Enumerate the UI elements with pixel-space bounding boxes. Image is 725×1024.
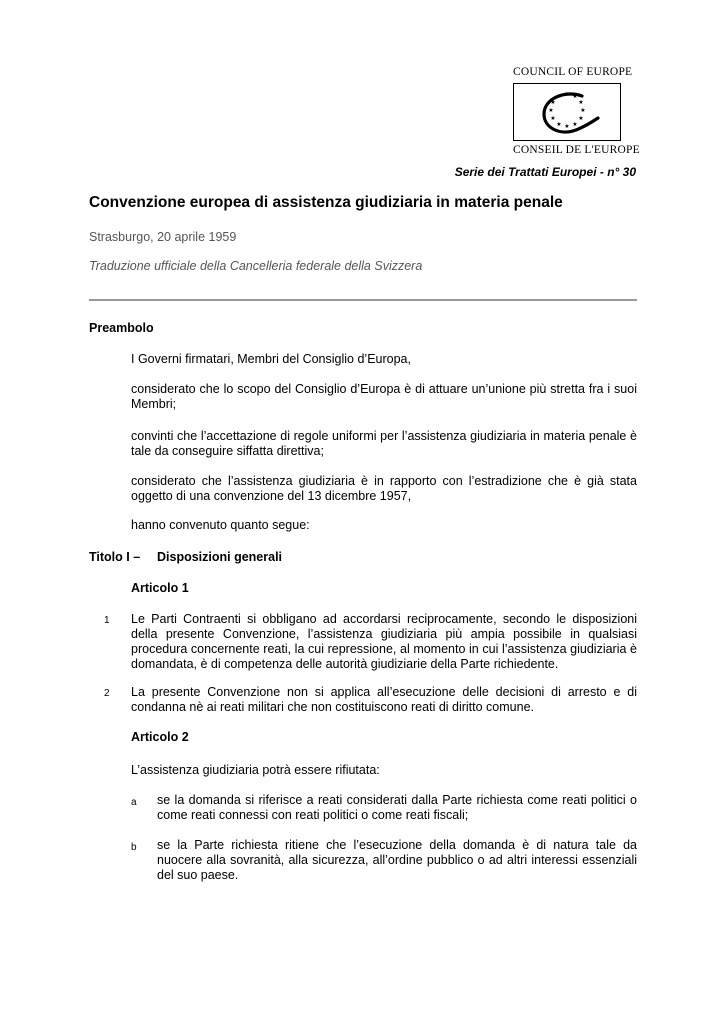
council-of-europe-logo [513,83,621,141]
svg-text:★: ★ [556,121,562,128]
svg-text:★: ★ [550,115,556,122]
article-2-heading: Articolo 2 [131,730,189,744]
svg-text:★: ★ [556,93,562,100]
preamble-paragraph: I Governi firmatari, Membri del Consiglio d’Europa, [131,352,411,366]
item-letter: a [131,797,137,808]
title-label: Titolo I – [89,550,141,564]
svg-text:★: ★ [578,99,584,106]
article-1-heading: Articolo 1 [131,581,189,595]
svg-text:★: ★ [572,93,578,100]
svg-text:★: ★ [548,107,554,114]
article-1-paragraph-2: La presente Convenzione non si applica all’esecuzione delle decisioni di arresto e di condanna nè ai reati militari che non costituiscono reati di diritto comune. [131,685,637,714]
paragraph-number: 1 [104,615,110,626]
article-2-intro: L’assistenza giudiziaria potrà essere rifiutata: [131,763,380,777]
preamble-heading: Preambolo [89,321,154,335]
svg-text:★: ★ [580,107,586,114]
council-logo-emblem-icon [514,84,620,140]
title-heading: Disposizioni generali [157,550,283,564]
logo-bottom-text: CONSEIL DE L'EUROPE [513,144,640,156]
svg-text:★: ★ [572,121,578,128]
preamble-paragraph: considerato che l’assistenza giudiziaria è in rapporto con l’estradizione che è già stata oggetto di una convenzione del 13 dicembre 1957, [131,474,637,503]
translation-note: Traduzione ufficiale della Cancelleria federale della Svizzera [89,259,423,273]
paragraph-number: 2 [104,688,110,699]
logo-top-text: COUNCIL OF EUROPE [513,66,633,78]
preamble-paragraph: considerato che lo scopo del Consiglio d’Europa è di attuare un’unione più stretta fra i suoi Membri; [131,382,637,411]
document-title: Convenzione europea di assistenza giudiziaria in materia penale [89,194,563,211]
svg-text:★: ★ [550,99,556,106]
svg-text:★: ★ [564,123,570,130]
article-2-item-a: se la domanda si riferisce a reati considerati dalla Parte richiesta come reati politici o come reati connessi con reati politici o come reati fiscali; [157,793,637,822]
document-date: Strasburgo, 20 aprile 1959 [89,230,237,244]
treaty-series-number: Serie dei Trattati Europei - n° 30 [454,165,636,179]
preamble-paragraph: convinti che l’accettazione di regole uniformi per l’assistenza giudiziaria in materia penale è tale da conseguire siffatta direttiva; [131,429,637,458]
preamble-paragraph: hanno convenuto quanto segue: [131,518,310,532]
svg-text:★: ★ [578,115,584,122]
svg-text:★: ★ [564,91,570,98]
item-letter: b [131,842,137,853]
article-1-paragraph-1: Le Parti Contraenti si obbligano ad accordarsi reciprocamente, secondo le disposizioni della presente Convenzione, l’assistenza giudiziaria più ampia possibile in qualsiasi procedura concernente reati, la cui repressione, al momento in cui l’assistenza giudiziaria è domandata, è di competenza delle autorità giudiziarie della Parte richiedente. [131,612,637,671]
article-2-item-b: se la Parte richiesta ritiene che l’esecuzione della domanda è di natura tale da nuocere alla sovranità, alla sicurezza, all’ordine pubblico o ad altri interessi essenziali del suo paese. [157,838,637,882]
header-divider [89,299,637,301]
